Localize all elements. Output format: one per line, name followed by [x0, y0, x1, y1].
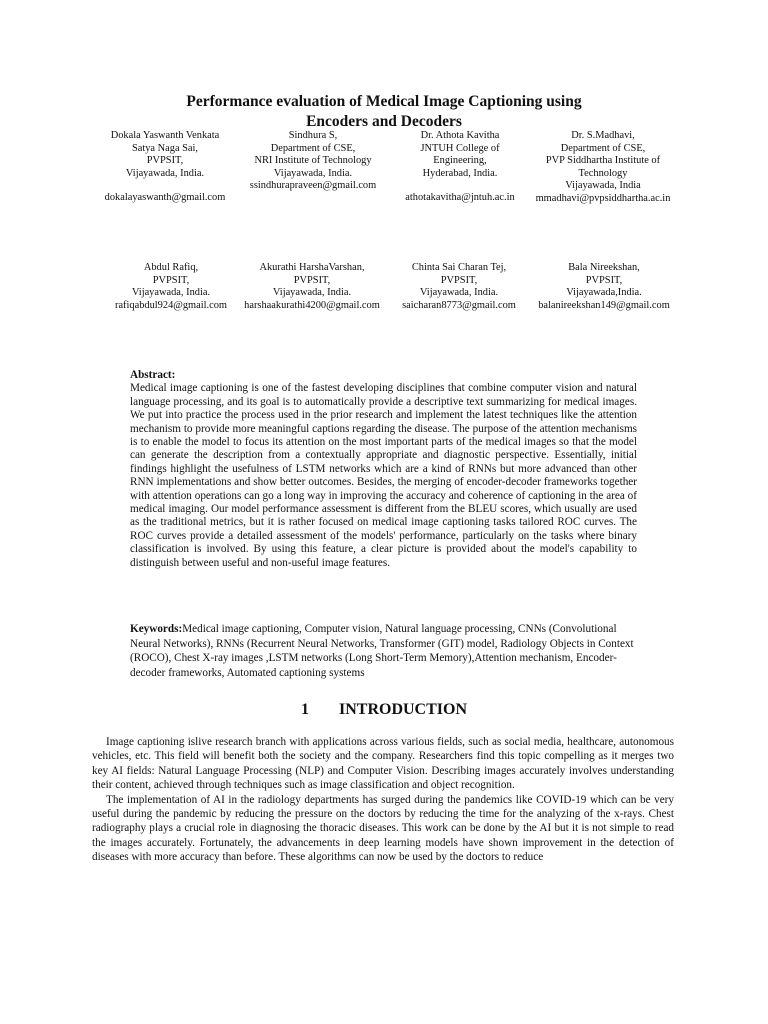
- author-name: Dr. S.Madhavi,: [571, 130, 635, 141]
- keywords-text: Medical image captioning, Computer vision, Natural language processing, CNNs (Convolutional Neural Networks), RNNs (Recurrent Neural Networks, Transformer (GIT) model, Radiology Objects in Context (ROCO), Chest X-ray images ,LSTM networks (Long Short-Term Memory),Attention mechanism, Encoder-decoder frameworks, Automated captioning systems: [130, 623, 634, 679]
- author-affiliation-cont: Technology: [578, 167, 628, 179]
- author-name-cont: Satya Naga Sai,: [131, 142, 199, 154]
- paragraph: Image captioning islive research branch with applications across various fields, such as social media, healthcare, autonomous vehicles, etc. This field will benefit both the society and the company. Researchers find this topic compelling as it merges two key AI fields: Natural Language Processing (NLP) and Computer Vision. Describing images accurately involves understanding their content, achieved through techniques such as image classification and object recognition.: [92, 736, 674, 792]
- author-department: Department of CSE,: [560, 142, 646, 154]
- author-affiliation: JNTUH College of: [420, 142, 500, 154]
- author-location: Vijayawada, India.: [125, 167, 205, 179]
- spacer: [96, 180, 234, 192]
- author-block-7: [390, 262, 528, 312]
- author-block-5: [108, 262, 234, 312]
- author-affiliation: NRI Institute of Technology: [254, 155, 372, 167]
- author-name: Dr. Athota Kavitha: [420, 130, 500, 141]
- author-affiliation: PVPSIT,: [585, 274, 623, 286]
- section-heading: [90, 700, 678, 720]
- author-affiliation: PVPSIT,: [146, 155, 184, 167]
- author-email[interactable]: harshaakurathi4200@gmail.com: [244, 299, 380, 311]
- author-name: Akurathi HarshaVarshan,: [259, 262, 365, 273]
- author-name: Chinta Sai Charan Tej,: [411, 262, 507, 273]
- author-location: Vijayawada, India.: [273, 167, 353, 179]
- author-name: Abdul Rafiq,: [143, 262, 199, 273]
- author-location: Hyderabad, India.: [422, 167, 498, 179]
- author-name: Dokala Yaswanth Venkata: [110, 130, 220, 141]
- author-affiliation: PVPSIT,: [293, 274, 331, 286]
- author-location: Vijayawada, India.: [419, 287, 499, 299]
- author-email[interactable]: rafiqabdul924@gmail.com: [114, 299, 227, 311]
- author-email[interactable]: mmadhavi@pvpsiddhartha.ac.in: [535, 192, 671, 204]
- paper-title: [90, 92, 678, 132]
- section-title-text: INTRODUCTION: [338, 701, 467, 718]
- abstract-text: Medical image captioning is one of the fastest developing disciplines that combine computer vision and natural language processing, and its goal is to automatically provide a descriptive text summarizing for medical images. We put into practice the process used in the prior research and implement the latest techniques like the attention mechanism to provide more meaningful captions regarding the disease. The purpose of the attention mechanisms is to enable the model to focus its attention on the most important parts of the medical images so that the model can generate the description from a contextually appropriate and diagnostic perspective. Essentially, initial findings highlight the usefulness of LSTM networks which are a kind of RNNs but more advanced than other RNN implementations and show better outcomes. Besides, the merging of encoder-decoder frameworks together with attention operations can go a long way in improving the accuracy and coherence of captioning in the area of medical imaging. Our model performance assessment is different from the BLEU scores, which usually are used as the traditional metrics, but it is rather focused on medical image captioning tasks tailored ROC curves. The ROC curves provide a detailed assessment of the models' performance, particularly on the tasks where binary classification is involved. By using this feature, a clear picture is provided about the model's capability to distinguish between useful and non-useful image features.: [130, 382, 637, 569]
- author-email[interactable]: balanireekshan149@gmail.com: [538, 299, 670, 311]
- author-affiliation-cont: Engineering,: [433, 155, 487, 167]
- author-affiliation: PVP Siddhartha Institute of: [545, 155, 661, 167]
- author-block-3: [392, 130, 528, 205]
- keywords-label: Keywords:: [130, 623, 183, 635]
- author-affiliation: PVPSIT,: [440, 274, 478, 286]
- author-email[interactable]: athotakavitha@jntuh.ac.in: [405, 192, 515, 204]
- introduction-body: [92, 735, 674, 865]
- spacer: [392, 180, 528, 192]
- title-line-1: Performance evaluation of Medical Image Captioning using: [186, 93, 582, 110]
- author-department: Department of CSE,: [270, 142, 356, 154]
- author-location: Vijayawada,India.: [566, 287, 642, 299]
- author-email[interactable]: dokalayaswanth@gmail.com: [104, 192, 226, 204]
- author-name: Sindhura S,: [288, 130, 338, 141]
- author-location: Vijayawada, India: [565, 180, 641, 192]
- abstract-heading: Abstract:: [130, 369, 176, 381]
- author-location: Vijayawada, India.: [131, 287, 211, 299]
- title-line-2: Encoders and Decoders: [306, 113, 462, 130]
- author-email[interactable]: ssindhurapraveen@gmail.com: [249, 180, 377, 192]
- author-block-1: [96, 130, 234, 205]
- paragraph: The implementation of AI in the radiology departments has surged during the pandemics like COVID-19 which can be very useful during the pandemic by reducing the pressure on the doctors by reducing the time for the analyzing of the x-rays. Chest radiography plays a crucial role in diagnosing the thoracic diseases. This work can be done by the AI but it is not simple to read the images accurately. Fortunately, the advancements in deep learning models have shown improvement in the detection of diseases with more accuracy than before. These algorithms can now be used by the doctors to reduce: [92, 793, 674, 864]
- keywords: [130, 622, 637, 680]
- section-number: 1: [300, 701, 309, 718]
- author-block-8: [534, 262, 674, 312]
- abstract: [130, 369, 637, 570]
- author-email[interactable]: saicharan8773@gmail.com: [402, 299, 516, 311]
- author-block-4: [530, 130, 676, 206]
- author-block-6: [238, 262, 386, 312]
- author-block-2: [242, 130, 384, 193]
- author-affiliation: PVPSIT,: [152, 274, 190, 286]
- author-location: Vijayawada, India.: [272, 287, 352, 299]
- author-name: Bala Nireekshan,: [568, 262, 640, 273]
